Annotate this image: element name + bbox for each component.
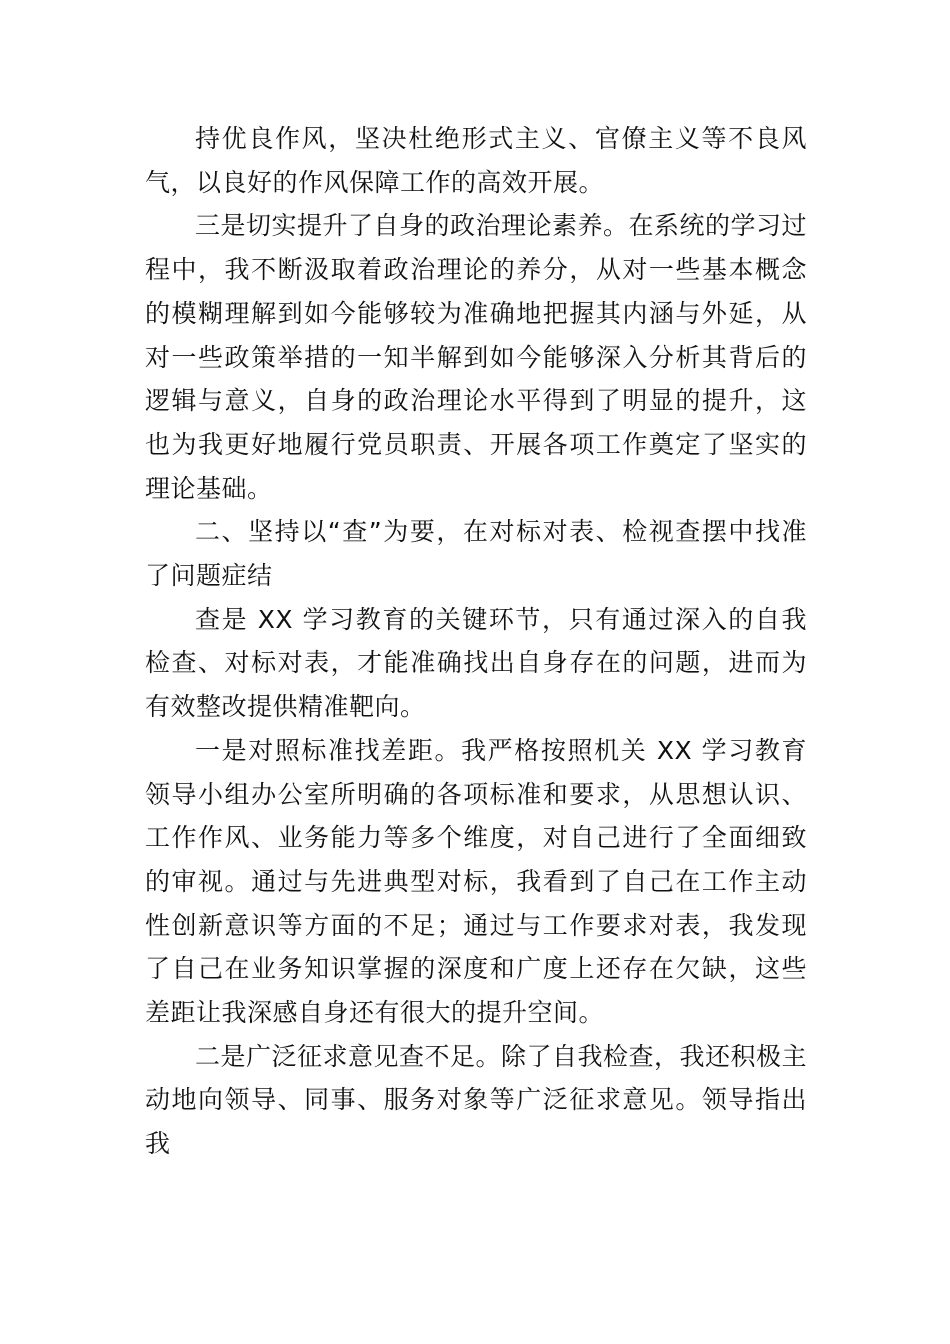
paragraph-check-intro: 查是 XX 学习教育的关键环节，只有通过深入的自我检查、对标对表，才能准确找出自身存在的问题，进而为有效整改提供精准靶向。 <box>145 604 807 722</box>
document-body <box>145 117 807 1166</box>
paragraph-solicit-opinions: 二是广泛征求意见查不足。除了自我检查，我还积极主动地向领导、同事、服务对象等广泛征求意见。领导指出我 <box>145 1041 808 1159</box>
paragraph-theory-literacy: 三是切实提升了自身的政治理论素养。在系统的学习过程中，我不断汲取着政治理论的养分，从对一些基本概念的模糊理解到如今能够较为准确地把握其内涵与外延，从对一些政策举措的一知半解到如今能够深入分析其背后的逻辑与意义，自身的政治理论水平得到了明显的提升，这也为我更好地履行党员职责、开展各项工作奠定了坚实的理论基础。 <box>145 211 808 503</box>
paragraph-find-gaps: 一是对照标准找差距。我严格按照机关 XX 学习教育领导小组办公室所明确的各项标准和要求，从思想认识、工作作风、业务能力等多个维度，对自己进行了全面细致的审视。通过与先进典型对标，我看到了自己在工作主动性创新意识等方面的不足；通过与工作要求对表，我发现了自己在业务知识掌握的深度和广度上还存在欠缺，这些差距让我深感自身还有很大的提升空间。 <box>145 735 807 1028</box>
paragraph-continued-work-style: 持优良作风，坚决杜绝形式主义、官僚主义等不良风气，以良好的作风保障工作的高效开展。 <box>145 124 807 197</box>
section-heading-check: 二、坚持以“查”为要，在对标对表、检视查摆中找准了问题症结 <box>145 517 807 591</box>
